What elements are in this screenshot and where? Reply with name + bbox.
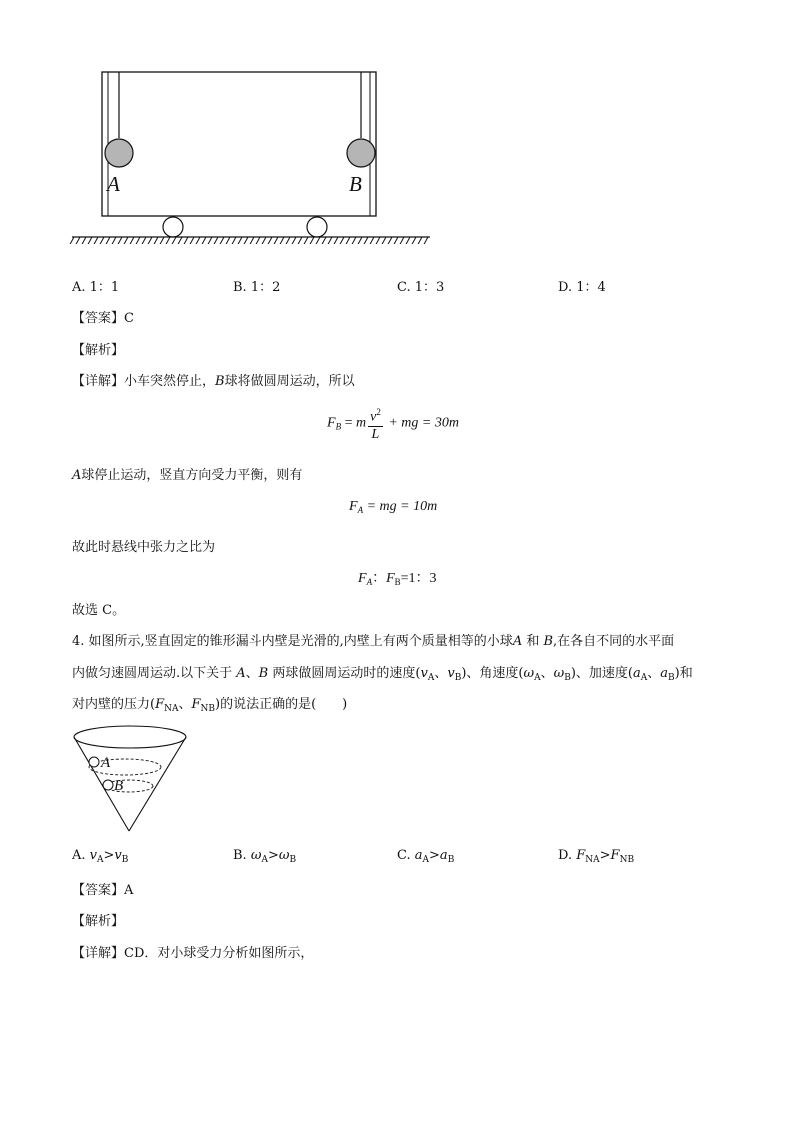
hatch-line [296,237,302,244]
q4-option-b[interactable]: B. $\omega_A>\omega_B$ [233,848,297,865]
q4-stem-line-2 [72,662,693,683]
q4-detail-text: CD．对小球受力分析如图所示， [124,946,314,961]
hatch-line [362,237,368,244]
q4-line3b: )的说法正确的是( ) [215,697,348,712]
hatch-line [380,237,386,244]
hatch-line [230,237,236,244]
hatch-line [74,237,80,244]
hatch-line [374,237,380,244]
hatch-line [212,237,218,244]
q3-option-d[interactable]: D. 1：4 [558,280,606,295]
hatch-line [218,237,224,244]
hatch-line [386,237,392,244]
q4-w2: ω [553,666,565,681]
q4-option-d[interactable]: D. $F_{NA}>F_{NB}$ [558,848,635,865]
q4-a2-sub: B [668,673,675,683]
q3-answer: 【答案】C [72,311,134,326]
eq1-fraction [368,404,383,443]
hatch-line [128,237,134,244]
eq3-s1: A [366,577,373,587]
q4-line2a: 内做匀速圆周运动.以下关于 [72,666,237,681]
eq1-lhs-sub: B [335,421,342,432]
q4-line1c: 和 [522,634,544,649]
cart-figure [68,64,438,244]
ball-a [105,139,133,167]
eq1-den: L [371,426,380,442]
hatch-line [140,237,146,244]
q4-sep1: 、 [434,666,448,681]
q4-line1b: A [512,634,523,649]
hatch-line [164,237,170,244]
q4-v1: v [420,666,428,681]
hatch-line [194,237,200,244]
hatch-line [326,237,332,244]
hatch-line [224,237,230,244]
hatch-line [302,237,308,244]
hatch-line [134,237,140,244]
hatch-line [272,237,278,244]
q3-text-3: 故此时悬线中张力之比为 [72,540,216,555]
funnel-right-side [129,737,186,831]
wheel-left [163,217,183,237]
hatch-line [152,237,158,244]
hatch-line [68,237,74,244]
text2-b: 球停止运动，竖直方向受力平衡，则有 [81,468,303,483]
q4-w1: ω [523,666,535,681]
eq1-num-sup: 2 [376,407,381,417]
q4-detail-tag: 【详解】 [72,946,125,961]
hatch-line [254,237,260,244]
hatch-line [206,237,212,244]
q4-detail-line [72,942,313,961]
label-b: B [114,778,124,794]
eq1-num-v: v [370,409,377,425]
equation-ratio [358,567,437,587]
hatch-line [320,237,326,244]
ground-hatch [68,237,428,244]
q4-w2-sub: B [564,673,571,683]
hatch-line [158,237,164,244]
hatch-line [392,237,398,244]
hatch-line [110,237,116,244]
eq3-rest: =1：3 [400,571,437,586]
q4-sep4: 、 [178,697,192,712]
text2-a: A [72,468,82,483]
q4-line2f: )、角速度( [461,666,524,681]
eq2-lhs: F [349,499,358,514]
detail-text-1b: B [215,374,225,389]
eq1-lhs: F [327,415,336,431]
equation-fa [349,499,437,515]
q4-a1: a [632,666,641,681]
hatch-line [146,237,152,244]
q4-f1: F [155,697,165,712]
q4-a1-sub: A [640,673,648,683]
q3-option-a[interactable]: A. 1：1 [72,280,120,295]
hatch-line [116,237,122,244]
q3-detail-line [72,370,355,389]
hatch-line [92,237,98,244]
q4-v2: v [447,666,455,681]
hatch-line [248,237,254,244]
q4-option-c[interactable]: C. $a_A>a_B$ [397,848,455,865]
eq2-rest: = mg = 10m [363,499,438,514]
hatch-line [236,237,242,244]
q4-line1a: 4. 如图所示,竖直固定的锥形漏斗内壁是光滑的,内壁上有两个质量相等的小球 [72,634,513,649]
hatch-line [290,237,296,244]
label-a: A [107,172,120,196]
q4-f1-sub: NA [164,704,179,714]
hatch-line [170,237,176,244]
eq3-s2: B [394,577,401,587]
q4-line1e: ,在各自不同的水平面 [553,634,675,649]
eq1-equals: = [341,415,356,431]
hatch-line [308,237,314,244]
q4-option-a[interactable]: A. $v_A>v_B$ [72,848,129,865]
q3-text-2 [72,464,302,483]
q4-answer: 【答案】A [72,883,134,898]
q4-line2h: )和 [674,666,693,681]
hatch-line [86,237,92,244]
hatch-line [368,237,374,244]
q4-a2: a [660,666,669,681]
q4-line2e: 两球做圆周运动时的速度( [268,666,421,681]
q4-v2-sub: B [454,673,462,683]
q4-line2d: B [258,666,269,681]
q4-sep2: 、 [540,666,554,681]
equation-fb [327,404,459,443]
eq3-mid: ： [372,571,387,586]
q4-line3a: 对内壁的压力( [72,697,156,712]
detail-text-1a: 小车突然停止， [124,374,216,389]
q4-f2: F [191,697,201,712]
hatch-line [344,237,350,244]
hatch-line [260,237,266,244]
q3-conclusion: 故选 C。 [72,603,126,618]
q4-stem-line-3 [72,693,347,714]
hatch-line [398,237,404,244]
hatch-line [314,237,320,244]
hatch-line [80,237,86,244]
ball-b [103,780,113,790]
q4-sep3: 、 [647,666,661,681]
hatch-line [404,237,410,244]
funnel-figure [70,722,200,836]
cart-body [102,72,376,216]
hatch-line [338,237,344,244]
hatch-line [356,237,362,244]
q4-stem-line-1 [72,630,674,649]
hatch-line [266,237,272,244]
q4-line1d: B [543,634,554,649]
ball-b [347,139,375,167]
eq3-f1: F [358,571,367,586]
q4-line2b: A [236,666,246,681]
q4-line2g: )、加速度( [570,666,633,681]
q3-option-c[interactable]: C. 1：3 [397,280,445,295]
q4-w1-sub: A [534,673,541,683]
hatch-line [278,237,284,244]
q4-f2-sub: NB [200,704,216,714]
hatch-line [182,237,188,244]
hatch-line [188,237,194,244]
hatch-line [98,237,104,244]
eq2-lhs-sub: A [357,505,364,515]
q4-analysis-tag: 【解析】 [72,914,125,929]
label-a: A [101,755,111,771]
ball-a [89,757,99,767]
q3-analysis-tag: 【解析】 [72,343,125,358]
funnel-rim [74,726,186,748]
hatch-line [200,237,206,244]
hatch-line [350,237,356,244]
hatch-line [284,237,290,244]
hatch-line [104,237,110,244]
eq1-m: m [355,415,367,431]
detail-text-1c: 球将做圆周运动，所以 [224,374,355,389]
q4-v1-sub: A [427,673,435,683]
hatch-line [176,237,182,244]
detail-tag: 【详解】 [72,374,125,389]
eq3-f2: F [386,571,395,586]
eq1-rest: + mg = 30m [384,415,459,431]
hatch-line [122,237,128,244]
hatch-line [416,237,422,244]
hatch-line [332,237,338,244]
hatch-line [242,237,248,244]
label-b: B [349,172,362,196]
q3-option-b[interactable]: B. 1：2 [233,280,281,295]
orbit-a [89,759,161,775]
hatch-line [422,237,428,244]
hatch-line [410,237,416,244]
wheel-right [307,217,327,237]
q4-line2c: 、 [245,666,259,681]
